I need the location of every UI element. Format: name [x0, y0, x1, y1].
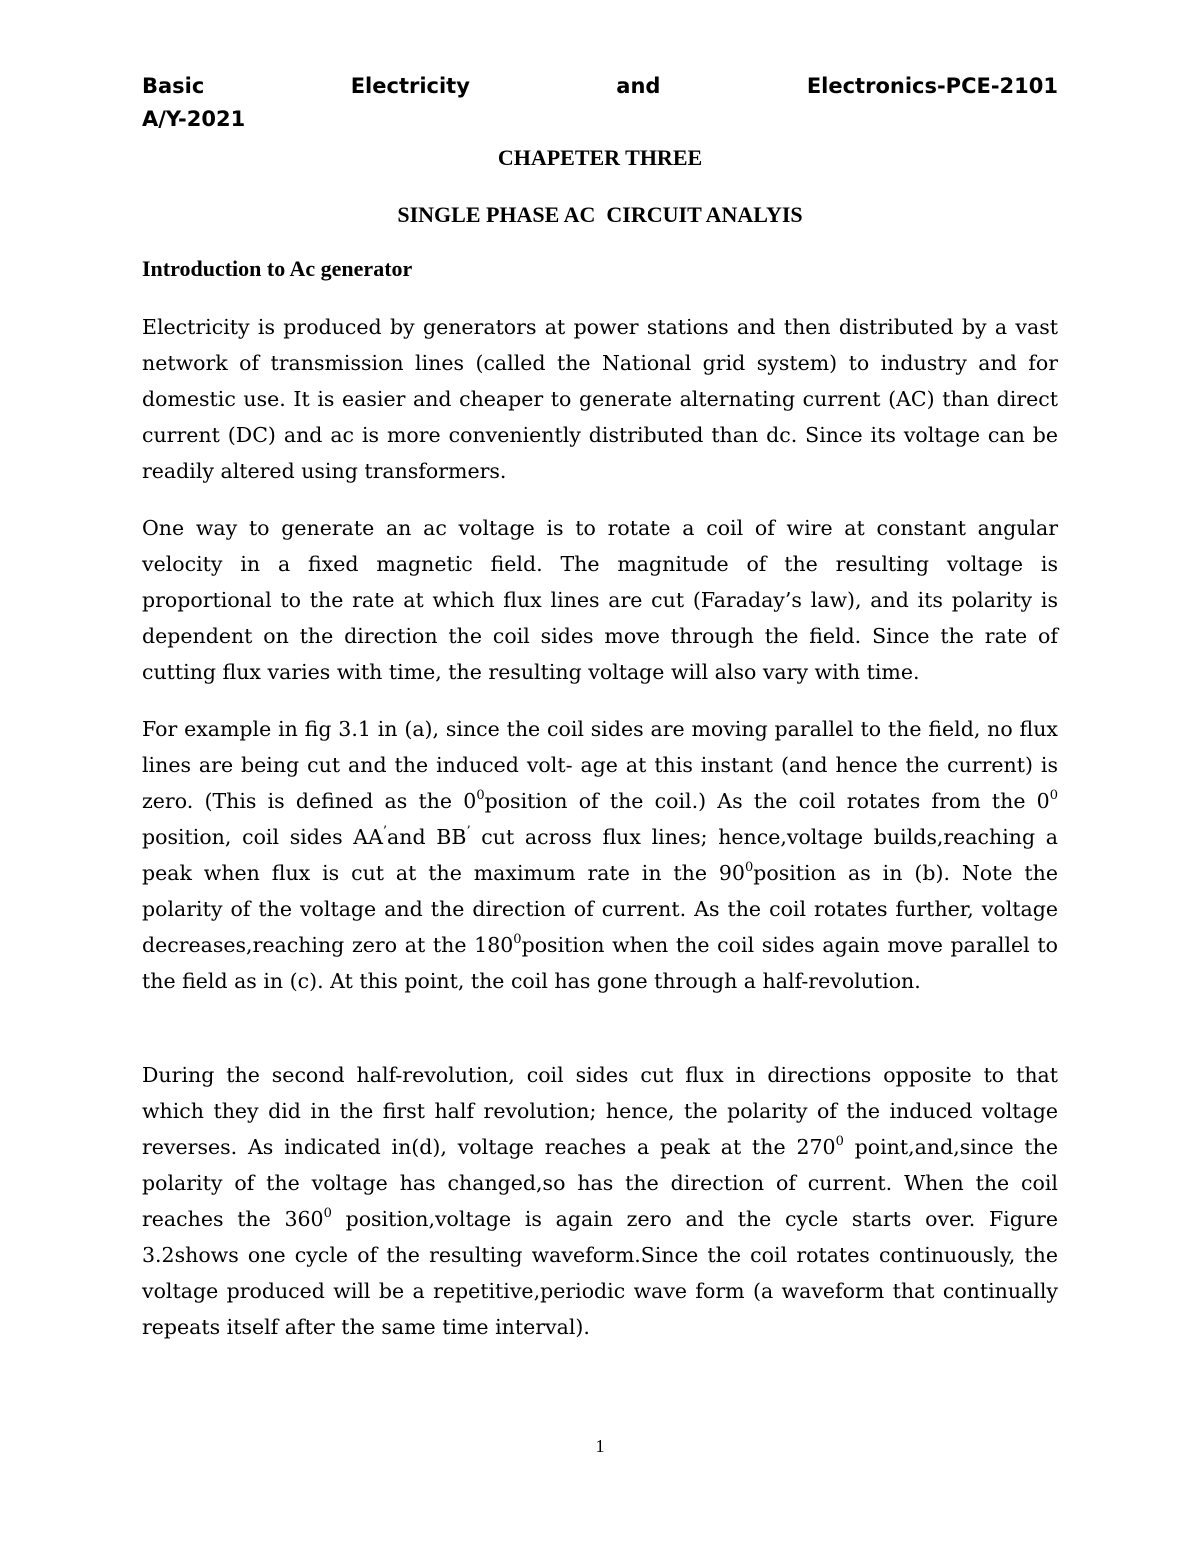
paragraph-intro: Electricity is produced by generators at power stations and then distributed by a vast network of transmission lines (called the National grid system) to industry and for domestic use. It is easier and cheaper to generate alternating current (AC) than direct current (DC) and ac is more conveniently distributed than dc. Since its voltage can be readily altered using transformers. [142, 315, 1058, 483]
header-word: Basic [142, 74, 205, 98]
superscript: ’ [382, 824, 388, 839]
superscript: ’ [466, 824, 471, 839]
paragraph-second-half: During the second half-revolution, coil sides cut flux in directions opposite to that which they did in the first half revolution; hence, the polarity of the induced voltage reverses. As indicated in(d), voltage reaches a peak at the $270^0$ point,and,since the polarity of the voltage has changed,so has the direction of current. When the coil reaches the $360^0$ position,voltage is again zero and the cycle starts over. Figure 3.2shows one cycle of the resulting waveform.Since the coil rotates continuously, the voltage produced will be a repetitive,periodic wave form (a waveform that continually repeats itself after the same time interval). [142, 1063, 1058, 1339]
page-number: 1 [595, 1436, 605, 1456]
superscript: 0 [323, 1206, 332, 1221]
header-course-line [142, 70, 1058, 103]
superscript: 0 [476, 788, 485, 803]
chapter-title: CHAPETER THREE [497, 145, 703, 170]
header-word: Electronics-PCE-2101 [806, 74, 1058, 98]
superscript: 0 [513, 932, 522, 947]
superscript: 0 [1049, 788, 1058, 803]
header-word: and [616, 74, 661, 98]
header-academic-year: A/Y-2021 [142, 107, 246, 131]
intro-heading: Introduction to Ac generator [142, 256, 413, 281]
superscript: 0 [835, 1134, 844, 1149]
section-title: SINGLE PHASE AC CIRCUIT ANALYIS [397, 202, 803, 227]
paragraph-generation: One way to generate an ac voltage is to rotate a coil of wire at constant angular velocity in a fixed magnetic field. The magnitude of the resulting voltage is proportional to the rate at which flux lines are cut (Faraday’s law), and its polarity is dependent on the direction the coil sides move through the field. Since the rate of cutting flux varies with time, the resulting voltage will also vary with time. [142, 516, 1058, 684]
header-word: Electricity [350, 74, 470, 98]
superscript: 0 [744, 860, 754, 875]
paragraph-rotation-example: For example in fig 3.1 in (a), since the coil sides are moving parallel to the field, no flux lines are being cut and the induced volt- age at this instant (and hence the current) is zero. (This is defined as the $0^0position$ of the coil.) As the coil rotates from the $0^0$ position, coil sides AA’and BB’ cut across flux lines; hence,voltage builds,reaching a peak when flux is cut at the maximum rate in the $90^0position$ as in (b). Note the polarity of the voltage and the direction of current. As the coil rotates further, voltage decreases,reaching zero at the $180^0position$ when the coil sides again move parallel to the field as in (c). At this point, the coil has gone through a half-revolution. [142, 717, 1059, 993]
page-header [142, 70, 1058, 136]
